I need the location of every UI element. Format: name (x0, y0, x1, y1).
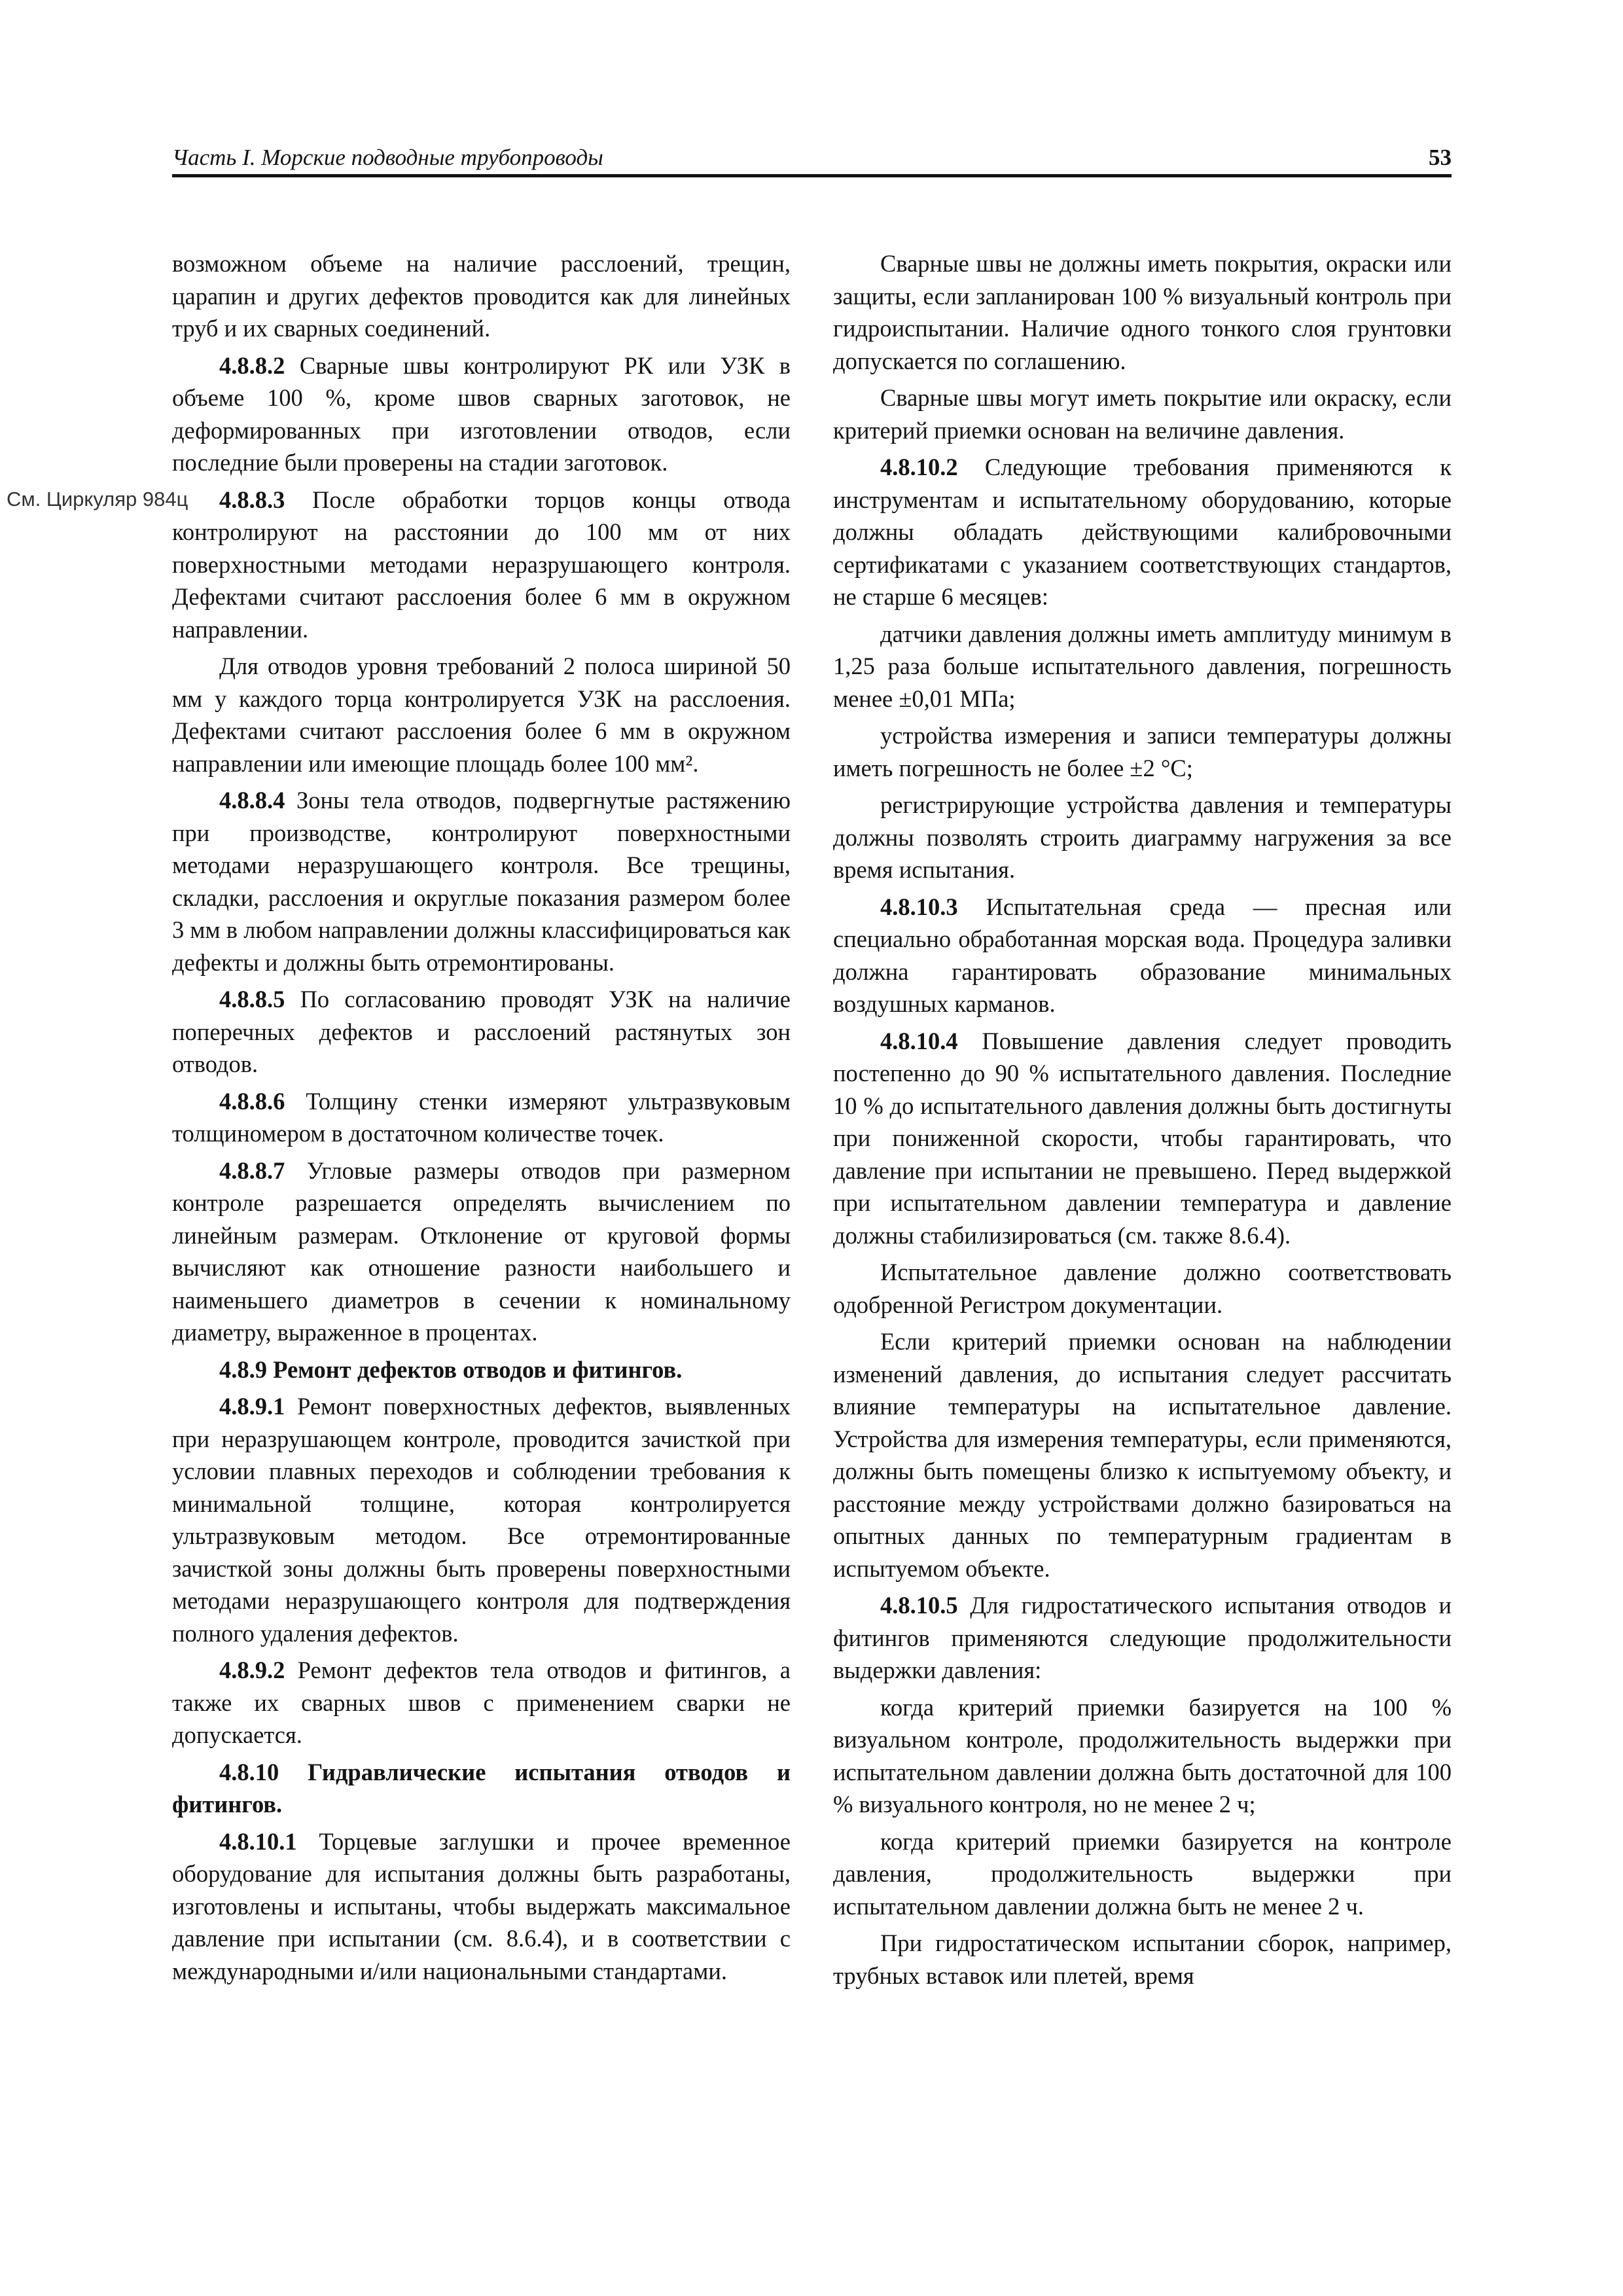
clause-number: 4.8.8.4 (219, 787, 285, 814)
clause-number: 4.8.10.1 (219, 1827, 297, 1855)
paragraph-text: устройства измерения и записи температуры должны иметь погрешность не более ±2 °C; (833, 722, 1452, 781)
paragraph-text: Зоны тела отводов, подвергнутые растяжению при производстве, контролируют поверхностными методами неразрушающего контроля. Все трещины, складки, расслоения и округлые показания размером более 3 мм в любом направлении должны классифицироваться как дефекты и должны быть отремонтированы. (172, 787, 791, 976)
paragraph-text: При гидростатическом испытании сборок, например, трубных вставок или плетей, время (833, 1929, 1452, 1989)
running-header (172, 134, 1452, 175)
paragraph (172, 650, 791, 780)
paragraph (833, 1825, 1452, 1923)
paragraph (172, 1756, 791, 1821)
clause-number: 4.8.9 (219, 1355, 267, 1383)
clause-number: 4.8.10.5 (880, 1592, 958, 1619)
paragraph-text: Сварные швы не должны иметь покрытия, окраски или защиты, если запланирован 100 % визуальный контроль при гидроиспытании. Наличие одного тонкого слоя грунтовки допускается по соглашению. (833, 250, 1452, 374)
paragraph (833, 719, 1452, 784)
paragraph (172, 484, 791, 646)
paragraph (833, 382, 1452, 446)
paragraph-text: Если критерий приемки основан на наблюдении изменений давления, до испытания следует рассчитать влияние температуры на испытательное давление. Устройства для измерения температуры, если применяются, должны быть помещены близко к испытуемому объекту, и расстояние между устройствами должно базироваться на опытных данных по температурным градиентам в испытуемом объекте. (833, 1328, 1452, 1582)
paragraph-text: После обработки торцов концы отвода контролируют на расстоянии до 100 мм от них поверхностными методами неразрушающего контроля. Дефектами считают расслоения более 6 мм в окружном направлении. (172, 486, 791, 643)
paragraph-text: Ремонт поверхностных дефектов, выявленных при неразрушающем контроле, проводится зачисткой при условии плавных переходов и соблюдении требования к минимальной толщине, которая контролируется ультразвуковым методом. Все отремонтированные зачисткой зоны должны быть проверены поверхностными методами неразрушающего контроля для подтверждения полного удаления дефектов. (172, 1393, 791, 1647)
paragraph (833, 1025, 1452, 1252)
header-rule (172, 174, 1452, 177)
paragraph (172, 784, 791, 978)
paragraph (172, 983, 791, 1081)
paragraph (172, 1654, 791, 1751)
paragraph-text: Для отводов уровня требований 2 полоса шириной 50 мм у каждого торца контролируется УЗК на расслоения. Дефектами считают расслоения более 6 мм в окружном направлении или имеющие площадь более 100 мм². (172, 653, 791, 777)
right-column (833, 247, 1452, 1996)
clause-number: 4.8.9.1 (219, 1393, 285, 1420)
paragraph (833, 1256, 1452, 1321)
section-heading-text: Ремонт дефектов отводов и фитингов. (267, 1355, 683, 1383)
clause-number: 4.8.10.2 (880, 454, 958, 480)
clause-number: 4.8.9.2 (219, 1657, 285, 1683)
paragraph-text: Для гидростатического испытания отводов и фитингов применяются следующие продолжительности выдержки давления: (833, 1592, 1452, 1683)
clause-number: 4.8.10 (219, 1758, 279, 1785)
paragraph (833, 451, 1452, 613)
paragraph (833, 618, 1452, 715)
paragraph-text: По согласованию проводят УЗК на наличие поперечных дефектов и расслоений растянутых зон отводов. (172, 986, 791, 1077)
left-column (172, 247, 791, 1992)
clause-number: 4.8.8.6 (219, 1087, 285, 1115)
paragraph (833, 1325, 1452, 1585)
clause-number: 4.8.8.3 (219, 486, 285, 513)
paragraph-text: Следующие требования применяются к инструментам и испытательному оборудованию, которые должны обладать действующими калибровочными сертификатами с указанием соответствующих стандартов, не старше 6 месяцев: (833, 454, 1452, 610)
page-number: 53 (1429, 145, 1452, 170)
paragraph-text: Сварные швы контролируют РК или УЗК в объеме 100 %, кроме швов сварных заготовок, не деформированных при изготовлении отводов, если последние были проверены на стадии заготовок. (172, 351, 791, 476)
paragraph (172, 1390, 791, 1649)
clause-number: 4.8.8.2 (219, 351, 285, 379)
paragraph (172, 1155, 791, 1349)
paragraph-text: Испытательное давление должно соответствовать одобренной Регистром документации. (833, 1259, 1452, 1318)
clause-number: 4.8.10.4 (880, 1027, 958, 1054)
paragraph-text: Угловые размеры отводов при размерном контроле разрешается определять вычислением по линейным размерам. Отклонение от круговой формы вычисляют как отношение разности наибольшего и наименьшего диаметров в сечении к номинальному диаметру, выраженное в процентах. (172, 1157, 791, 1346)
paragraph (172, 1825, 791, 1988)
paragraph (172, 247, 791, 345)
paragraph (833, 1691, 1452, 1821)
paragraph-text: Сварные швы могут иметь покрытие или окраску, если критерий приемки основан на величине давления. (833, 384, 1452, 444)
paragraph (172, 350, 791, 479)
paragraph-text: Толщину стенки измеряют ультразвуковым толщиномером в достаточном количестве точек. (172, 1087, 791, 1147)
paragraph (833, 1589, 1452, 1687)
paragraph-text: Повышение давления следует проводить постепенно до 90 % испытательного давления. Последние 10 % до испытательного давления должны быть достигнуты при пониженной скорости, чтобы гарантировать, что давление при испытании не превышено. Перед выдержкой при испытательном давлении температура и давление должны стабилизироваться (см. также 8.6.4). (833, 1027, 1452, 1249)
margin-note: См. Циркуляр 984ц (7, 488, 188, 511)
clause-number: 4.8.10.3 (880, 893, 958, 920)
paragraph-text: датчики давления должны иметь амплитуду минимум в 1,25 раза больше испытательного давления, погрешность менее ±0,01 МПа; (833, 620, 1452, 712)
paragraph (833, 789, 1452, 886)
paragraph-text: возможном объеме на наличие расслоений, трещин, царапин и других дефектов проводится как для линейных труб и их сварных соединений. (172, 250, 791, 342)
clause-number: 4.8.8.7 (219, 1157, 285, 1184)
paragraph (833, 891, 1452, 1020)
paragraph (833, 247, 1452, 377)
paragraph-text: когда критерий приемки базируется на контроле давления, продолжительность выдержки при испытательном давлении должна быть не менее 2 ч. (833, 1827, 1452, 1920)
section-heading-text: Гидравлические испытания отводов и фитингов. (172, 1758, 791, 1818)
paragraph-text: Торцевые заглушки и прочее временное оборудование для испытания должны быть разработаны, изготовлены и испытаны, чтобы выдержать максимальное давление при испытании (см. 8.6.4), и в соответствии с международными и/или национальными стандартами. (172, 1827, 791, 1984)
paragraph-text: Ремонт дефектов тела отводов и фитингов, а также их сварных швов с применением сварки не допускается. (172, 1657, 791, 1748)
paragraph-text: регистрирующие устройства давления и температуры должны позволять строить диаграмму нагружения за все время испытания. (833, 791, 1452, 883)
paragraph-text: когда критерий приемки базируется на 100 % визуальном контроле, продолжительность выдержки при испытательном давлении должна быть достаточной для 100 % визуального контроля, но не менее 2 ч; (833, 1693, 1452, 1818)
paragraph-text: Испытательная среда — пресная или специально обработанная морская вода. Процедура заливки должна гарантировать образование минимальных воздушных карманов. (833, 893, 1452, 1017)
paragraph (172, 1085, 791, 1150)
clause-number: 4.8.8.5 (219, 986, 285, 1013)
running-header-title: Часть I. Морские подводные трубопроводы (172, 145, 603, 170)
paragraph (172, 1354, 791, 1386)
paragraph (833, 1927, 1452, 1992)
